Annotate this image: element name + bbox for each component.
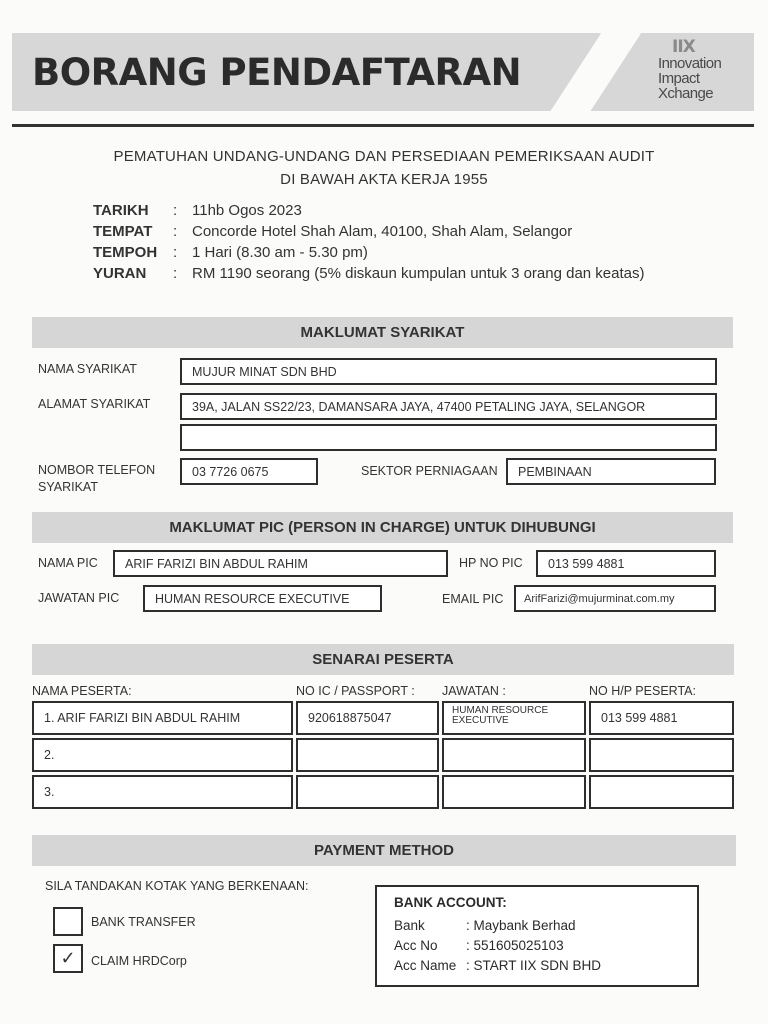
company-name-label: NAMA SYARIKAT <box>38 362 137 376</box>
section-company-header: MAKLUMAT SYARIKAT <box>32 317 733 348</box>
participant-1-phone[interactable]: 013 599 4881 <box>589 701 734 735</box>
account-number-key: Acc No <box>394 937 438 953</box>
info-row-date <box>93 200 645 221</box>
banner-divider <box>536 33 647 111</box>
col-header-name: NAMA PESERTA: <box>32 684 132 698</box>
logo-line-1: Innovation <box>658 55 722 72</box>
col-header-position: JAWATAN : <box>442 684 506 698</box>
company-phone-label-line-1: NOMBOR TELEFON <box>38 463 156 477</box>
bank-account-title: BANK ACCOUNT: <box>394 895 507 910</box>
info-label: TEMPOH <box>93 244 158 261</box>
account-number-value: : 551605025103 <box>466 937 564 953</box>
info-value: 11hb Ogos 2023 <box>192 202 302 219</box>
section-pic-header: MAKLUMAT PIC (PERSON IN CHARGE) UNTUK DIHUBUNGI <box>32 512 733 543</box>
info-value: Concorde Hotel Shah Alam, 40100, Shah Alam, Selangor <box>192 223 573 240</box>
payment-instruction: SILA TANDAKAN KOTAK YANG BERKENAAN: <box>45 879 309 893</box>
form-title: BORANG PENDAFTARAN <box>32 51 522 94</box>
pic-position-label: JAWATAN PIC <box>38 591 120 605</box>
bank-row-value: : Maybank Berhad <box>466 917 576 933</box>
account-name-row <box>394 955 697 975</box>
pic-name-field[interactable]: ARIF FARIZI BIN ABDUL RAHIM <box>113 550 448 577</box>
participant-2-name[interactable]: 2. <box>32 738 293 772</box>
logo-line-3: Xchange <box>658 85 714 102</box>
course-heading-line-1: PEMATUHAN UNDANG-UNDANG DAN PERSEDIAAN PEMERIKSAAN AUDIT <box>113 148 655 165</box>
pic-hp-label: HP NO PIC <box>459 556 523 570</box>
info-value: RM 1190 seorang (5% diskaun kumpulan untuk 3 orang dan keatas) <box>192 265 645 282</box>
pic-email-label: EMAIL PIC <box>442 592 504 606</box>
pic-name-label: NAMA PIC <box>38 556 98 570</box>
header-rule <box>12 124 754 127</box>
participant-3-ic[interactable] <box>296 775 439 809</box>
company-address-label: ALAMAT SYARIKAT <box>38 397 151 411</box>
logo-line-2: Impact <box>658 70 700 87</box>
section-payment-header: PAYMENT METHOD <box>32 835 736 866</box>
info-colon: : <box>173 223 178 240</box>
participant-2-ic[interactable] <box>296 738 439 772</box>
bank-transfer-label: BANK TRANSFER <box>91 915 196 929</box>
participant-1-name[interactable]: 1. ARIF FARIZI BIN ABDUL RAHIM <box>32 701 293 735</box>
company-phone-label-line-2: SYARIKAT <box>38 480 98 494</box>
course-heading-line-2: DI BAWAH AKTA KERJA 1955 <box>280 171 488 188</box>
participant-2-position[interactable] <box>442 738 586 772</box>
claim-hrdcorp-label: CLAIM HRDCorp <box>91 954 187 968</box>
info-colon: : <box>173 202 178 219</box>
account-name-key: Acc Name <box>394 957 457 973</box>
info-row-fee <box>93 263 645 284</box>
company-phone-label <box>38 462 155 496</box>
section-participants-header: SENARAI PESERTA <box>32 644 734 675</box>
info-colon: : <box>173 244 178 261</box>
logo-mark: IIX <box>672 37 695 57</box>
header-banner <box>12 33 754 111</box>
participant-1-ic[interactable]: 920618875047 <box>296 701 439 735</box>
bank-account-box <box>375 885 699 987</box>
business-sector-field[interactable]: PEMBINAAN <box>506 458 716 485</box>
pic-hp-field[interactable]: 013 599 4881 <box>536 550 716 577</box>
participant-2-phone[interactable] <box>589 738 734 772</box>
company-address-field-line-1[interactable]: 39A, JALAN SS22/23, DAMANSARA JAYA, 47400 PETALING JAYA, SELANGOR <box>180 393 717 420</box>
participant-3-name[interactable]: 3. <box>32 775 293 809</box>
claim-hrdcorp-checkbox[interactable]: ✓ <box>53 944 83 973</box>
bank-transfer-checkbox[interactable] <box>53 907 83 936</box>
event-info <box>93 200 645 284</box>
info-value: 1 Hari (8.30 am - 5.30 pm) <box>192 244 368 261</box>
pic-email-field[interactable]: ArifFarizi@mujurminat.com.my <box>514 585 716 612</box>
participant-3-position[interactable] <box>442 775 586 809</box>
account-number-row <box>394 935 697 955</box>
bank-row <box>394 915 697 935</box>
info-label: YURAN <box>93 265 147 282</box>
participant-1-position[interactable]: HUMAN RESOURCE EXECUTIVE <box>442 701 586 735</box>
info-row-venue <box>93 221 645 242</box>
info-row-duration <box>93 242 645 263</box>
col-header-phone: NO H/P PESERTA: <box>589 684 696 698</box>
info-label: TARIKH <box>93 202 149 219</box>
company-name-field[interactable]: MUJUR MINAT SDN BHD <box>180 358 717 385</box>
col-header-ic: NO IC / PASSPORT : <box>296 684 415 698</box>
iix-logo <box>658 38 752 101</box>
business-sector-label: SEKTOR PERNIAGAAN <box>361 464 498 478</box>
company-address-field-line-2[interactable] <box>180 424 717 451</box>
info-label: TEMPAT <box>93 223 153 240</box>
company-phone-field[interactable]: 03 7726 0675 <box>180 458 318 485</box>
bank-row-key: Bank <box>394 917 425 933</box>
account-name-value: : START IIX SDN BHD <box>466 957 602 973</box>
participant-3-phone[interactable] <box>589 775 734 809</box>
pic-position-field[interactable]: HUMAN RESOURCE EXECUTIVE <box>143 585 382 612</box>
info-colon: : <box>173 265 178 282</box>
